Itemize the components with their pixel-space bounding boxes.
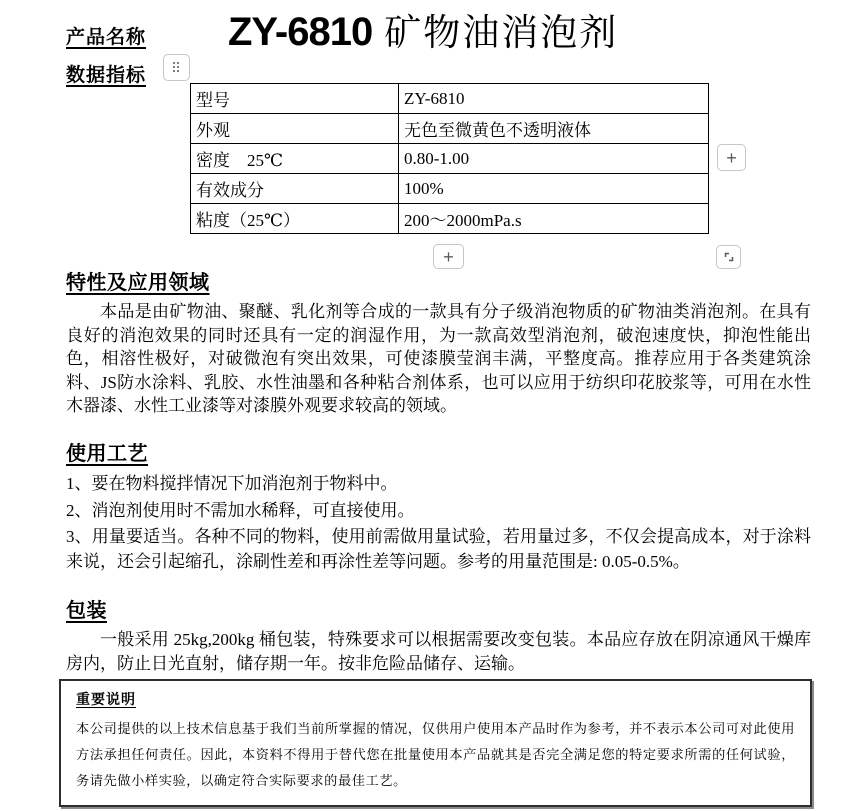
table-row[interactable]	[191, 174, 709, 204]
section-packaging	[66, 594, 811, 675]
spec-value-cell[interactable]: 0.80-1.00	[399, 144, 709, 174]
table-drag-handle-button[interactable]	[163, 54, 190, 81]
spec-key-cell[interactable]: 有效成分	[191, 174, 399, 204]
table-row[interactable]	[191, 204, 709, 234]
usage-heading: 使用工艺	[66, 443, 148, 465]
product-name-label: 产品名称	[66, 27, 147, 48]
spec-table	[190, 83, 709, 234]
section-usage	[66, 437, 811, 574]
add-column-button[interactable]: +	[717, 144, 746, 171]
spec-key-cell[interactable]: 密度 25℃	[191, 144, 399, 174]
features-heading: 特性及应用领域	[66, 272, 210, 294]
notice-heading: 重要说明	[76, 691, 136, 707]
table-row[interactable]	[191, 84, 709, 114]
spec-key-cell[interactable]: 外观	[191, 114, 399, 144]
packaging-paragraph: 一般采用 25kg,200kg 桶包装，特殊要求可以根据需要改变包装。本品应存放在阴凉通风干燥库房内，防止日光直射，储存期一年。按非危险品储存、运输。	[66, 630, 811, 673]
drag-handle-icon	[173, 62, 180, 73]
features-paragraph: 本品是由矿物油、聚醚、乳化剂等合成的一款具有分子级消泡物质的矿物油类消泡剂。在具有良好的消泡效果的同时还具有一定的润湿作用，为一款高效型消泡剂，破泡速度快，抑泡性能出色，相溶性极好，对破微泡有突出效果，可使漆膜莹润丰满，平整度高。推荐应用于各类建筑涂料、JS防水涂料、乳胶、水性油墨和各种粘合剂体系，也可以应用于纺织印花胶浆等，可用在水性木器漆、水性工业漆等对漆膜外观要求较高的领域。	[66, 302, 811, 415]
page-title	[228, 2, 618, 56]
usage-item: 1、要在物料搅拌情况下加消泡剂于物料中。	[66, 474, 398, 493]
resize-corner-icon	[723, 251, 735, 263]
spec-value-cell[interactable]: 200～2000mPa.s	[399, 204, 709, 234]
spec-key-cell[interactable]: 粘度（25℃）	[191, 204, 399, 234]
packaging-heading: 包装	[66, 600, 107, 622]
spec-value-cell[interactable]: 无色至微黄色不透明液体	[399, 114, 709, 144]
table-row[interactable]	[191, 114, 709, 144]
spec-value-cell[interactable]: ZY-6810	[399, 84, 709, 114]
usage-item: 3、用量要适当。各种不同的物料，使用前需做用量试验，若用量过多，不仅会提高成本，对于涂料来说，还会引起缩孔，涂刷性差和再涂性差等问题。参考的用量范围是: 0.05-0.5%。	[66, 527, 811, 571]
section-features	[66, 266, 811, 418]
data-metrics-label: 数据指标	[66, 65, 147, 86]
product-title-cn: 矿物油消泡剂	[384, 13, 619, 54]
usage-item: 2、消泡剂使用时不需加水稀释，可直接使用。	[66, 500, 415, 520]
important-notice-box	[59, 679, 812, 807]
notice-paragraph: 本公司提供的以上技术信息基于我们当前所掌握的情况，仅供用户使用本产品时作为参考，并不表示本公司可对此使用方法承担任何责任。因此，本资料不得用于替代您在批量使用本产品就其是否完全满足您的特定要求所需的任何试验，务请先做小样实验，以确定符合实际要求的最佳工艺。	[76, 721, 795, 788]
product-code: ZY-6810	[228, 10, 373, 54]
spec-key-cell[interactable]: 型号	[191, 84, 399, 114]
add-row-button[interactable]: +	[433, 244, 464, 269]
spec-table-container	[190, 83, 737, 267]
table-row[interactable]	[191, 144, 709, 174]
spec-value-cell[interactable]: 100%	[399, 174, 709, 204]
